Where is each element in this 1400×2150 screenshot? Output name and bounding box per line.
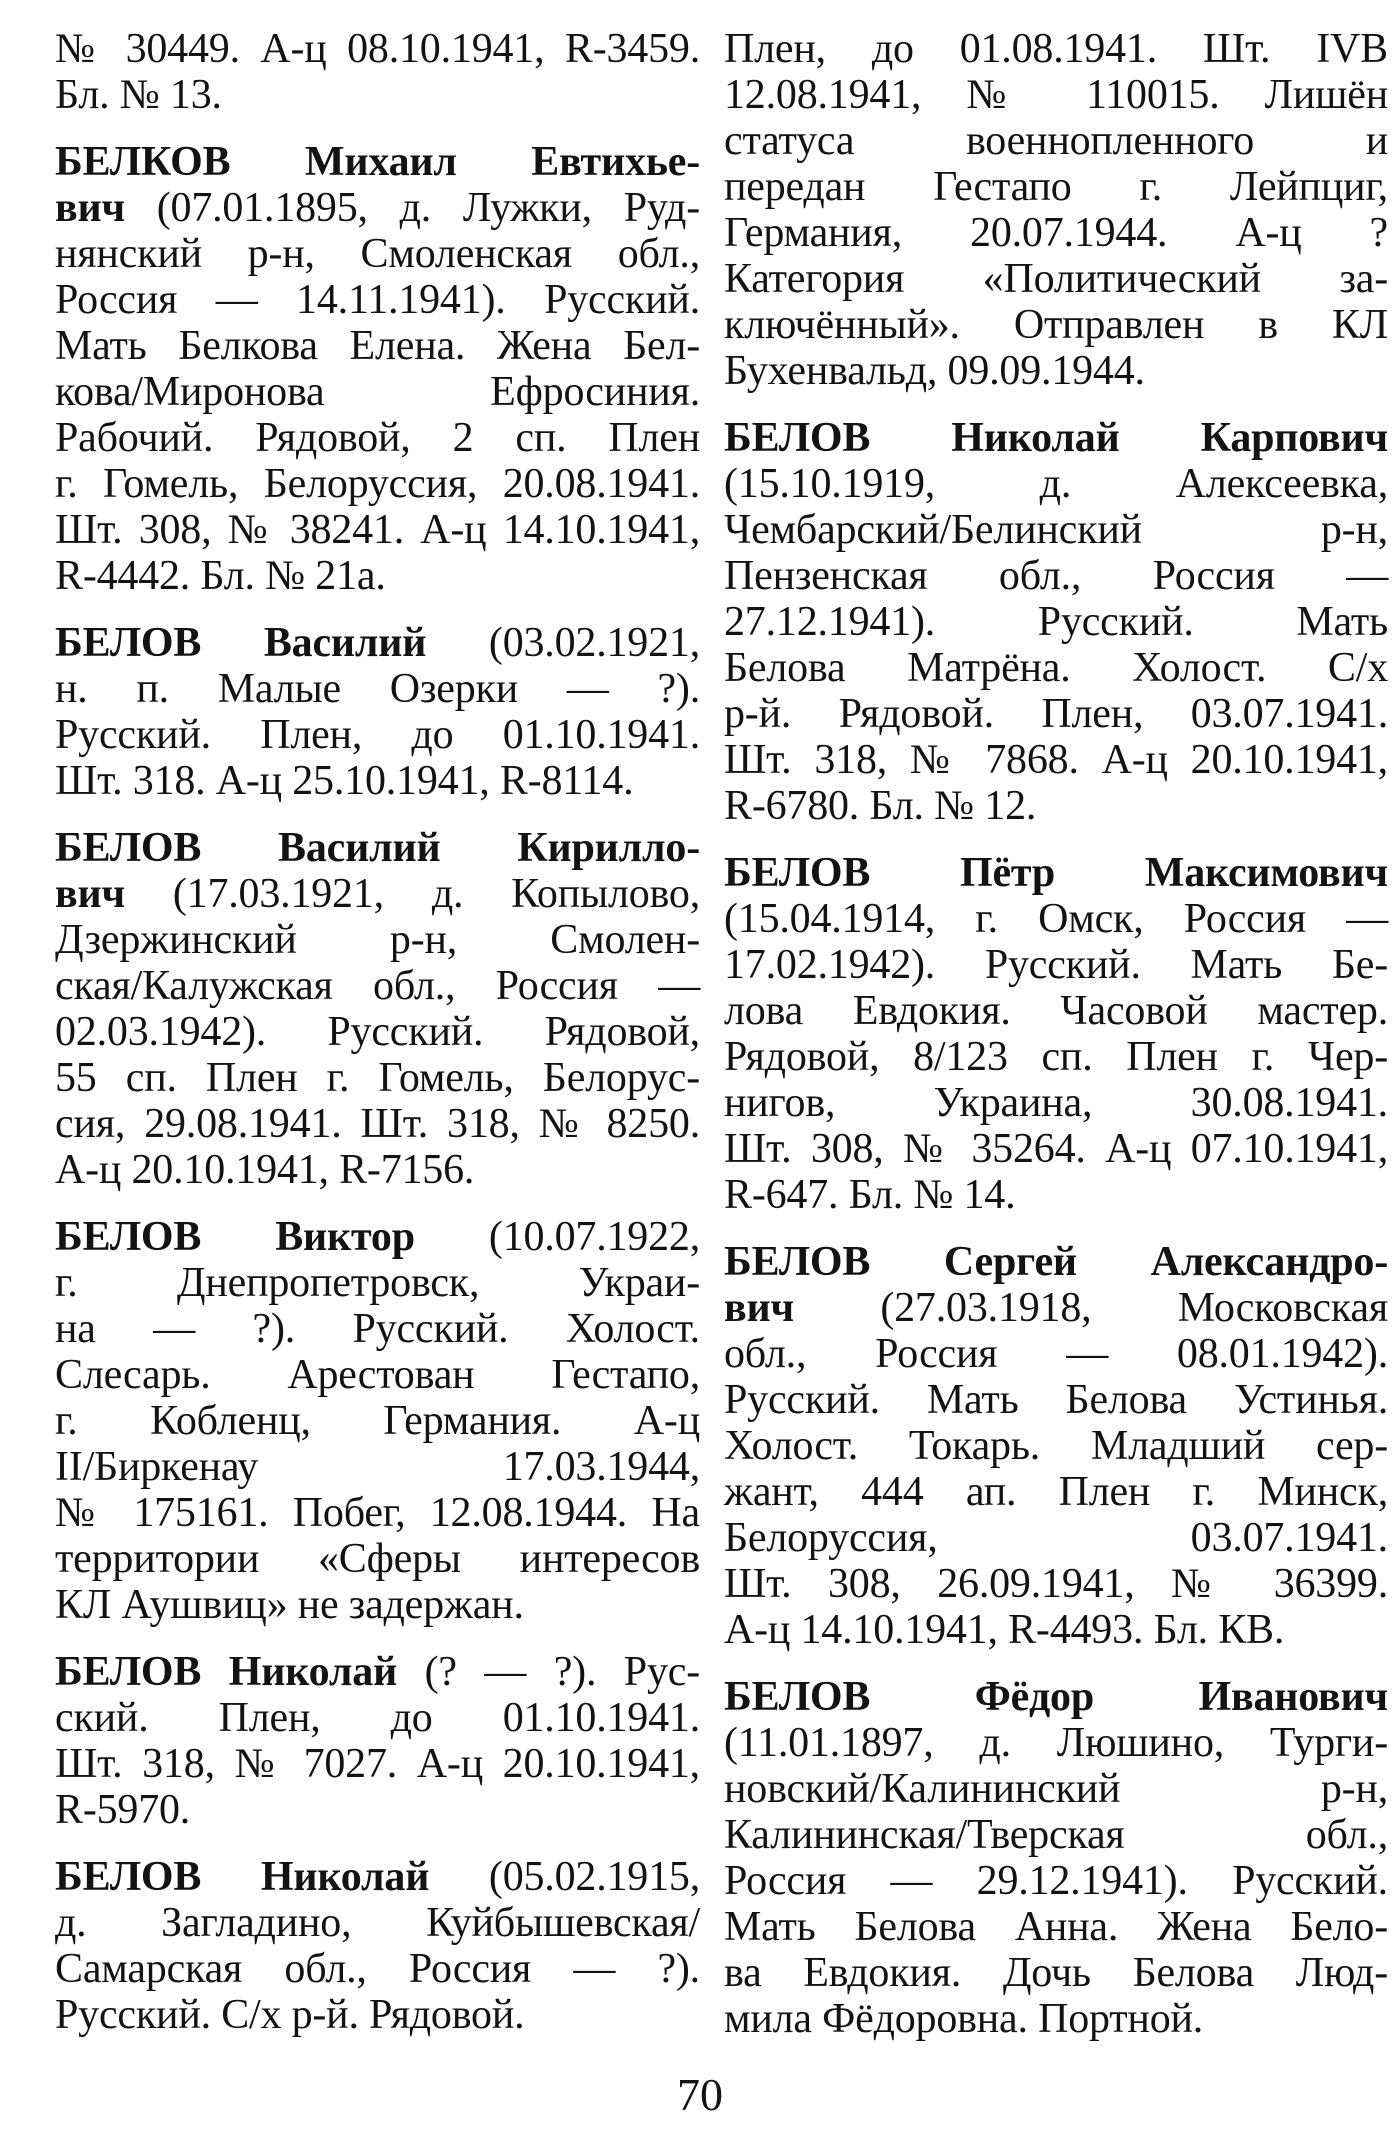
entry-line: II/Биркенау 17.03.1944,: [55, 1444, 700, 1490]
entry-line: д. Загладино, Куйбышевская/: [55, 1900, 700, 1946]
entry-line: БЕЛОВ Василий (03.02.1921,: [55, 620, 700, 666]
directory-entry: [55, 139, 700, 599]
entry-line: Россия — 29.12.1941). Русский.: [724, 1858, 1388, 1904]
entry-line: ский. Плен, до 01.10.1941.: [55, 1695, 700, 1741]
entry-line: [55, 139, 700, 185]
entry-line: сия, 29.08.1941. Шт. 318, № 8250.: [55, 1101, 700, 1147]
entry-line: (15.10.1919, д. Алексеевка,: [724, 461, 1388, 507]
entry-line: 02.03.1942). Русский. Рядовой,: [55, 1009, 700, 1055]
entry-line: н. п. Малые Озерки — ?).: [55, 666, 700, 712]
entry-line: ская/Калужская обл., Россия —: [55, 963, 700, 1009]
entry-line: ключённый». Отправлен в КЛ: [724, 302, 1388, 348]
entry-line: № 30449. А-ц 08.10.1941, R-3459.: [55, 26, 700, 72]
entry-line: КЛ Аушвиц» не задержан.: [55, 1582, 524, 1628]
entry-line: г. Кобленц, Германия. А-ц: [55, 1398, 700, 1444]
directory-entry: [724, 26, 1388, 394]
entry-line: кова/Миронова Ефросиния.: [55, 369, 700, 415]
entry-line: Шт. 318. А-ц 25.10.1941, R-8114.: [55, 758, 634, 804]
entry-line: Германия, 20.07.1944. А-ц ?: [724, 210, 1388, 256]
entry-line: Шт. 308, № 35264. А-ц 07.10.1941,: [724, 1126, 1388, 1172]
entry-line: Русский. Мать Белова Устинья.: [724, 1377, 1388, 1423]
entry-line: Самарская обл., Россия — ?).: [55, 1946, 700, 1992]
entry-line: БЕЛОВ Виктор (10.07.1922,: [55, 1214, 701, 1260]
directory-entry: [55, 26, 700, 118]
entry-line: БЕЛОВ Николай (? — ?). Рус-: [55, 1649, 700, 1695]
entry-surname: БЕЛОВ Николай Карпович: [724, 415, 1388, 461]
entry-line: Белоруссия, 03.07.1941.: [724, 1515, 1388, 1561]
entry-line: Чембарский/Белинский р-н,: [724, 507, 1388, 553]
entry-line: вич (07.01.1895, д. Лужки, Руд-: [55, 185, 700, 231]
entry-line: Россия — 14.11.1941). Русский.: [55, 277, 700, 323]
entry-surname: БЕЛОВ Николай: [55, 1854, 430, 1900]
entry-surname: вич: [55, 185, 125, 231]
entry-line: ва Евдокия. Дочь Белова Люд-: [724, 1950, 1388, 1996]
entry-line: Шт. 308, 26.09.1941, № 36399.: [724, 1561, 1388, 1607]
directory-entry: [724, 850, 1388, 1218]
entry-line: жант, 444 ап. Плен г. Минск,: [724, 1469, 1388, 1515]
directory-entry: [724, 415, 1388, 829]
entry-line: Русский. С/х р-й. Рядовой.: [55, 1992, 525, 2038]
entry-line: Плен, до 01.08.1941. Шт. IVB: [724, 26, 1388, 72]
directory-entry: [724, 1674, 1388, 2042]
entry-line: 27.12.1941). Русский. Мать: [724, 599, 1388, 645]
entry-line: Рабочий. Рядовой, 2 сп. Плен: [55, 415, 700, 461]
entry-line: г. Гомель, Белоруссия, 20.08.1941.: [55, 461, 700, 507]
entry-line: [724, 850, 1388, 896]
left-column: [55, 26, 700, 2038]
entry-line: Пензенская обл., Россия —: [724, 553, 1388, 599]
entry-line: БЕЛОВ Николай (05.02.1915,: [55, 1854, 700, 1900]
entry-line: вич (27.03.1918, Московская: [724, 1285, 1388, 1331]
entry-line: нянский р-н, Смоленская обл.,: [55, 231, 700, 277]
entry-line: 12.08.1941, № 110015. Лишён: [724, 72, 1388, 118]
entry-line: Категория «Политический за-: [724, 256, 1388, 302]
entry-line: Шт. 318, № 7868. А-ц 20.10.1941,: [724, 737, 1388, 783]
entry-surname: БЕЛОВ Василий Кирилло-: [55, 825, 700, 871]
entry-surname: БЕЛОВ Фёдор Иванович: [724, 1674, 1388, 1720]
entry-line: вич (17.03.1921, д. Копылово,: [55, 871, 700, 917]
entry-line: R-4442. Бл. № 21а.: [55, 553, 386, 599]
entry-line: г. Днепропетровск, Украи-: [55, 1260, 700, 1306]
entry-line: Слесарь. Арестован Гестапо,: [55, 1352, 700, 1398]
entry-line: [724, 1674, 1388, 1720]
entry-line: мила Фёдоровна. Портной.: [724, 1996, 1204, 2042]
entry-line: Рядовой, 8/123 сп. Плен г. Чер-: [724, 1034, 1388, 1080]
directory-entry: [55, 1214, 700, 1628]
entry-line: лова Евдокия. Часовой мастер.: [724, 988, 1388, 1034]
entry-line: R-6780. Бл. № 12.: [724, 783, 1037, 829]
entry-line: на — ?). Русский. Холост.: [55, 1306, 700, 1352]
entry-surname: БЕЛОВ Сергей Александро-: [724, 1239, 1388, 1285]
entry-line: Русский. Плен, до 01.10.1941.: [55, 712, 700, 758]
entry-line: Бухенвальд, 09.09.1944.: [724, 348, 1145, 394]
entry-line: [55, 825, 700, 871]
entry-surname: БЕЛОВ Василий: [55, 620, 427, 666]
entry-line: Белова Матрёна. Холост. С/х: [724, 645, 1388, 691]
entry-line: передан Гестапо г. Лейпциг,: [724, 164, 1388, 210]
entry-surname: БЕЛКОВ Михаил Евтихье-: [55, 139, 700, 185]
entry-line: статуса военнопленного и: [724, 118, 1388, 164]
entry-line: Калининская/Тверская обл.,: [724, 1812, 1388, 1858]
entry-line: R-5970.: [55, 1787, 191, 1833]
directory-entry: [55, 825, 700, 1193]
entry-line: р-й. Рядовой. Плен, 03.07.1941.: [724, 691, 1388, 737]
entry-line: Дзержинский р-н, Смолен-: [55, 917, 700, 963]
entry-line: 55 сп. Плен г. Гомель, Белорус-: [55, 1055, 700, 1101]
entry-surname: вич: [55, 871, 125, 917]
entry-surname: вич: [724, 1285, 794, 1331]
page-number: 70: [677, 2069, 723, 2120]
directory-entry: [724, 1239, 1388, 1653]
entry-line: Мать Белкова Елена. Жена Бел-: [55, 323, 700, 369]
entry-line: R-647. Бл. № 14.: [724, 1172, 1016, 1218]
entry-line: [724, 1239, 1388, 1285]
entry-line: А-ц 14.10.1941, R-4493. Бл. КВ.: [724, 1607, 1285, 1653]
entry-line: (15.04.1914, г. Омск, Россия —: [724, 896, 1388, 942]
entry-surname: БЕЛОВ Пётр Максимович: [724, 850, 1388, 896]
entry-surname: БЕЛОВ Николай: [55, 1649, 398, 1695]
entry-line: Холост. Токарь. Младший сер-: [724, 1423, 1388, 1469]
entry-line: № 175161. Побег, 12.08.1944. На: [55, 1490, 700, 1536]
directory-entry: [55, 620, 700, 804]
entry-line: Мать Белова Анна. Жена Бело-: [724, 1904, 1388, 1950]
entry-line: Шт. 318, № 7027. А-ц 20.10.1941,: [55, 1741, 700, 1787]
entry-line: Бл. № 13.: [55, 72, 222, 118]
directory-entry: [55, 1854, 700, 2038]
entry-surname: БЕЛОВ Виктор: [55, 1214, 415, 1260]
entry-line: нигов, Украина, 30.08.1941.: [724, 1080, 1388, 1126]
entry-line: А-ц 20.10.1941, R-7156.: [55, 1147, 475, 1193]
entry-line: 17.02.1942). Русский. Мать Бе-: [724, 942, 1388, 988]
entry-line: новский/Калининский р-н,: [724, 1766, 1388, 1812]
entry-line: обл., Россия — 08.01.1942).: [724, 1331, 1388, 1377]
right-column: [724, 26, 1388, 2042]
entry-line: Шт. 308, № 38241. А-ц 14.10.1941,: [55, 507, 700, 553]
entry-line: территории «Сферы интересов: [55, 1536, 700, 1582]
entry-line: [724, 415, 1388, 461]
directory-entry: [55, 1649, 700, 1833]
entry-line: (11.01.1897, д. Люшино, Турги-: [724, 1720, 1388, 1766]
